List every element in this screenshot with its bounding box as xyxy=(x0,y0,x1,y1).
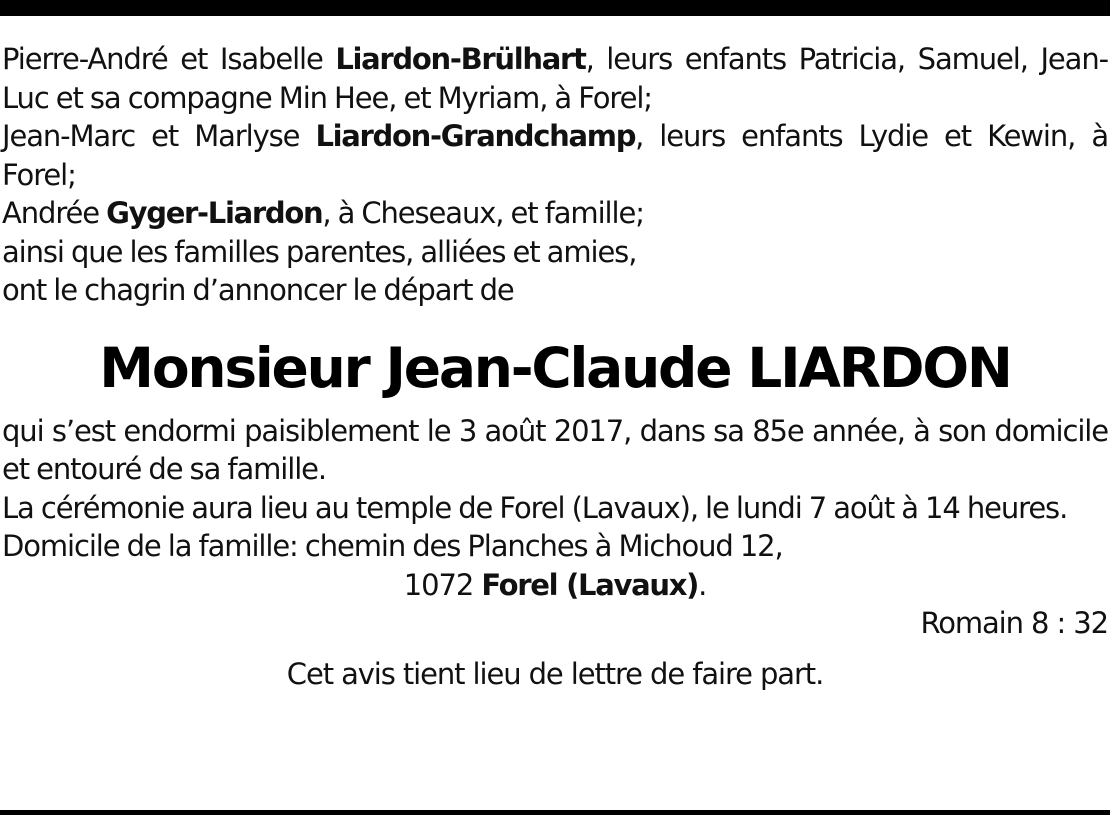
family-text: Pierre-André et Isabelle xyxy=(2,42,336,76)
obituary-notice xyxy=(2,40,1108,693)
family-text: Jean-Marc et Marlyse xyxy=(2,119,316,153)
family-name-bold: Liardon-Grandchamp xyxy=(315,119,636,153)
ceremony-paragraph: La cérémonie aura lieu au temple de Forel (Lavaux), le lundi 7 août à 14 heures. xyxy=(2,490,1068,525)
passing-paragraph: qui s’est endormi paisiblement le 3 août 2017, dans sa 85e année, à son domicile et entouré de sa famille. xyxy=(2,413,1108,486)
announcement-line: ont le chagrin d’annoncer le départ de xyxy=(2,273,514,307)
family-text: Andrée xyxy=(2,196,107,230)
family-paragraph-2 xyxy=(2,117,1108,194)
family-text: , leurs enfants Patricia, Samuel, Jean-Luc et sa compagne Min Hee, et Myriam, à Forel; xyxy=(2,42,1108,115)
deceased-name-heading: Monsieur Jean-Claude LIARDON xyxy=(99,335,1011,400)
family-name-bold: Gyger-Liardon xyxy=(106,196,323,230)
address-period: . xyxy=(698,567,707,602)
family-name-bold: Liardon-Brülhart xyxy=(335,42,586,76)
city-bold: Forel (Lavaux) xyxy=(481,567,699,602)
relatives-line: ainsi que les familles parentes, alliées et amies, xyxy=(2,234,637,269)
domicile-line: Domicile de la famille: chemin des Planches à Michoud 12, xyxy=(2,529,783,563)
closing-note: Cet avis tient lieu de lettre de faire part. xyxy=(286,656,824,691)
bottom-border-rule xyxy=(0,810,1110,815)
family-paragraph-3 xyxy=(2,194,1108,233)
family-text: , à Cheseaux, et famille; xyxy=(322,196,644,230)
family-text: , leurs enfants Lydie et Kewin, à Forel; xyxy=(2,119,1108,192)
address-line xyxy=(2,566,1108,605)
postal-code: 1072 xyxy=(403,567,482,602)
bible-verse: Romain 8 : 32 xyxy=(920,606,1108,640)
top-border-rule xyxy=(0,0,1110,16)
family-paragraph-1 xyxy=(2,40,1108,117)
